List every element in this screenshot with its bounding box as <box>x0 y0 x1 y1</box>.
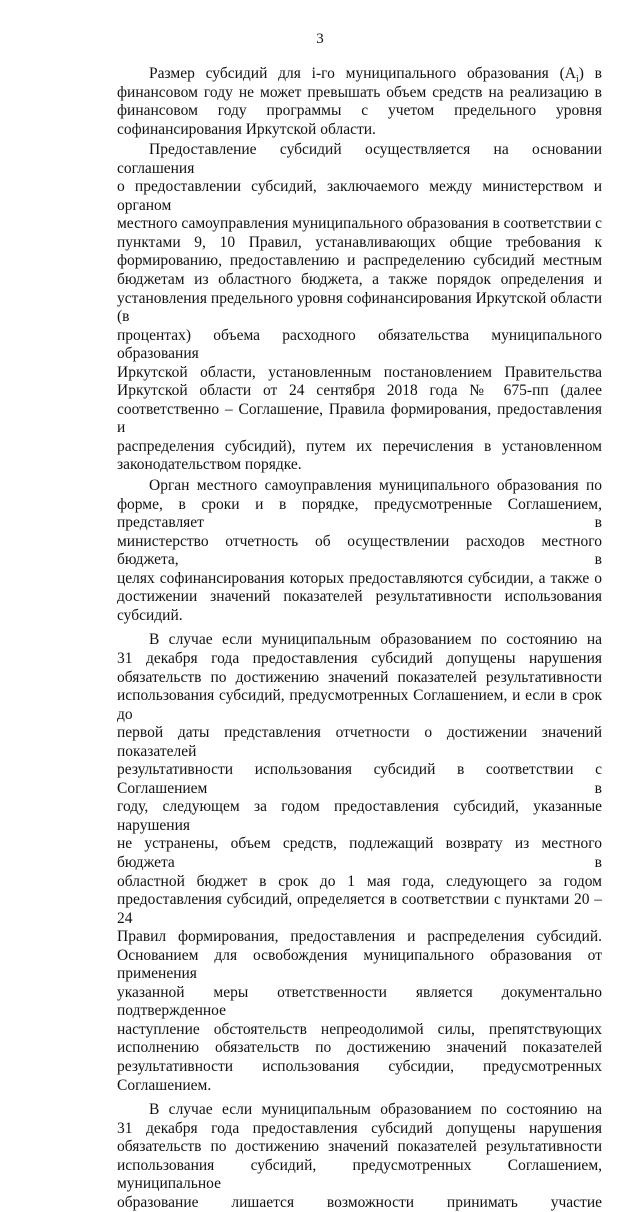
text-line: бюджетам из областного бюджета, а также порядок определения и <box>117 271 602 289</box>
text-line: достижении значений показателей результативности использования <box>117 588 602 606</box>
text-line: финансовом году не может превышать объем средств на реализацию в <box>117 83 602 101</box>
paragraph-reporting-end <box>117 607 602 626</box>
text-line: использования субсидий, предусмотренных Соглашением, муниципальное <box>117 1156 602 1193</box>
text-line: Основанием для освобождения муниципального образования от применения <box>117 946 602 983</box>
text-line: формированию, предоставлению и распределению субсидий местным <box>117 252 602 270</box>
text-line: первой даты представления отчетности о достижении значений показателей <box>117 724 602 760</box>
paragraph-violations <box>117 631 602 1076</box>
text-line: предоставления субсидий, определяется в соответствии с пунктами 20 – 24 <box>117 891 602 927</box>
text-line: использования субсидий, предусмотренных Соглашением, и если в срок до <box>117 687 602 723</box>
paragraph-agreement <box>117 141 602 456</box>
text-line: субсидий. <box>117 606 183 624</box>
text-line: Предоставление субсидий осуществляется на основании соглашения <box>117 141 602 177</box>
text-line: форме, в сроки и в порядке, предусмотренные Соглашением, представляет в <box>117 495 602 532</box>
text-line: указанной меры ответственности является документально подтвержденное <box>117 983 602 1020</box>
paragraph-violations-2 <box>117 1101 602 1212</box>
text-line: Иркутской области от 24 сентября 2018 года № 675-пп (далее <box>117 382 602 400</box>
text-line: процентах) объема расходного обязательства муниципального образования <box>117 326 602 363</box>
text-line: установления предельного уровня софинансирования Иркутской области (в <box>117 289 602 326</box>
text-line: В случае если муниципальным образованием по состоянию на <box>149 1101 602 1119</box>
paragraph-violations-end <box>117 1077 602 1096</box>
text-line: 31 декабря года предоставления субсидий допущены нарушения <box>117 1119 602 1137</box>
text-line: 31 декабря года предоставления субсидий допущены нарушения <box>117 649 602 667</box>
text-line: В случае если муниципальным образованием по состоянию на <box>149 631 602 649</box>
text-line: соответственно – Соглашение, Правила формирования, предоставления и <box>117 400 602 437</box>
paragraph-subsidy-size <box>117 65 602 121</box>
text-line: распределения субсидий), путем их перечисления в установленном <box>117 437 602 455</box>
text-line: году, следующем за годом предоставления субсидий, указанные нарушения <box>117 798 602 834</box>
text-line: о предоставлении субсидий, заключаемого между министерством и органом <box>117 178 602 214</box>
text-line: не устранены, объем средств, подлежащий возврату из местного бюджета в <box>117 835 602 871</box>
text-line: образование лишается возможности принимать участие <box>117 1193 602 1211</box>
text-line: софинансирования Иркутской области. <box>117 120 376 138</box>
text-line: результативности использования субсидии, предусмотренных <box>117 1057 602 1075</box>
text-line: обязательств по достижению значений показателей результативности <box>117 1138 602 1156</box>
text-line: обязательств по достижению значений показателей результативности <box>117 668 602 686</box>
text-line: законодательством порядке. <box>117 456 302 474</box>
text-line: финансовом году программы с учетом предельного уровня <box>117 102 602 120</box>
paragraph-reporting <box>117 477 602 607</box>
text-line: Иркутской области, установленным постановлением Правительства <box>117 363 602 381</box>
text-line: Орган местного самоуправления муниципального образования по <box>149 477 602 495</box>
text-line: местного самоуправления муниципального образования в соответствии с <box>117 215 602 233</box>
page-number: 3 <box>316 31 324 47</box>
text-line: целях софинансирования которых предоставляются субсидии, а также о <box>117 569 602 587</box>
text-line: министерство отчетность об осуществлении расходов местного бюджета, в <box>117 532 602 569</box>
document-body <box>117 65 602 1212</box>
subscript: i <box>575 74 579 86</box>
text-line: Размер субсидий для i-го муниципального образования $(A_i)$ в <box>149 65 602 86</box>
paragraph-agreement-end <box>117 456 602 475</box>
paragraph-subsidy-size-end <box>117 121 602 140</box>
text-line: Соглашением. <box>117 1076 212 1094</box>
text-line: исполнению обязательств по достижению значений показателей <box>117 1039 602 1057</box>
text-line: пунктами 9, 10 Правил, устанавливающих общие требования к <box>117 233 602 251</box>
text-line: результативности использования субсидий в соответствии с Соглашением в <box>117 761 602 797</box>
text-line: наступление обстоятельств непреодолимой силы, препятствующих <box>117 1020 602 1038</box>
text-line: областной бюджет в срок до 1 мая года, следующего за годом <box>117 872 602 890</box>
text-line: Правил формирования, предоставления и распределения субсидий. <box>117 928 602 946</box>
